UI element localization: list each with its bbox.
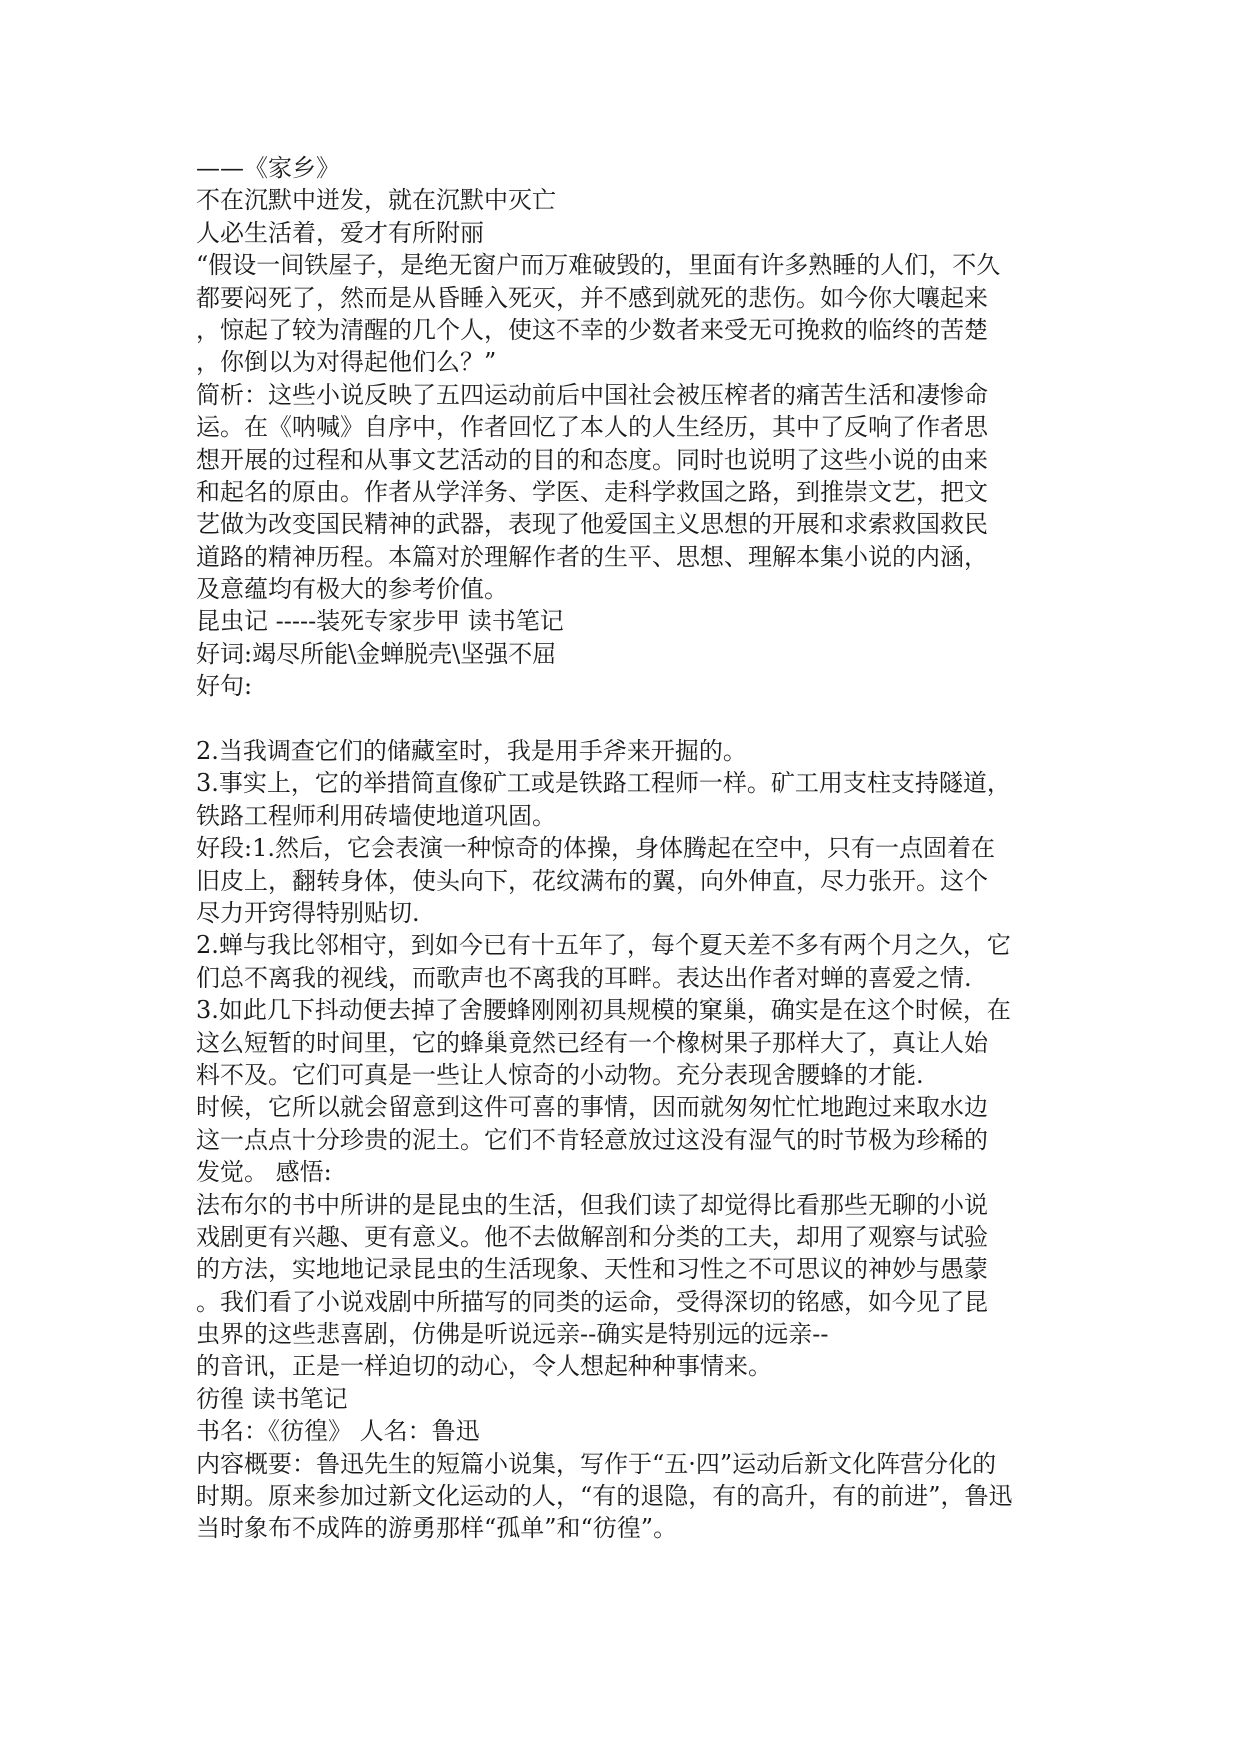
text-line: 法布尔的书中所讲的是昆虫的生活，但我们读了却觉得比看那些无聊的小说	[196, 1190, 988, 1219]
text-line: 。我们看了小说戏剧中所描写的同类的运命，受得深切的铭感，如今见了昆	[196, 1287, 988, 1316]
document-body	[196, 152, 1076, 1545]
text-line: 彷徨 读书笔记	[196, 1384, 348, 1413]
text-line: 时期。原来参加过新文化运动的人，“有的退隐，有的高升，有的前进”，鲁迅	[196, 1482, 1013, 1511]
text-line: 这一点点十分珍贵的泥土。它们不肯轻意放过这没有湿气的时节极为珍稀的	[196, 1125, 988, 1154]
text-line: 想开展的过程和从事文艺活动的目的和态度。同时也说明了这些小说的由来	[196, 445, 988, 474]
text-line: 都要闷死了，然而是从昏睡入死灭，并不感到就死的悲伤。如今你大嚷起来	[196, 283, 988, 312]
text-line: 旧皮上，翻转身体，使头向下，花纹满布的翼，向外伸直，尽力张开。这个	[196, 866, 988, 895]
text-line: “假设一间铁屋子，是绝无窗户而万难破毁的，里面有许多熟睡的人们，不久	[196, 251, 1001, 280]
text-line: ，你倒以为对得起他们么？”	[196, 348, 497, 377]
text-line: 道路的精神历程。本篇对於理解作者的生平、思想、理解本集小说的内涵，	[196, 542, 988, 571]
text-line: 们总不离我的视线，而歌声也不离我的耳畔。表达出作者对蝉的喜爱之情.	[196, 963, 972, 992]
text-line: ，惊起了较为清醒的几个人，使这不幸的少数者来受无可挽救的临终的苦楚	[196, 315, 988, 344]
text-line: 内容概要：鲁迅先生的短篇小说集，写作于“五·四”运动后新文化阵营分化的	[196, 1449, 997, 1478]
text-line: 的音讯，正是一样迫切的动心，令人想起种种事情来。	[196, 1352, 772, 1381]
text-line: 这么短暂的时间里，它的蜂巢竟然已经有一个橡树果子那样大了，真让人始	[196, 1028, 988, 1057]
text-line: 好段:1.然后，它会表演一种惊奇的体操，身体腾起在空中，只有一点固着在	[196, 834, 995, 863]
text-line: 和起名的原由。作者从学洋务、学医、走科学救国之路，到推崇文艺，把文	[196, 477, 988, 506]
text-line: 料不及。它们可真是一些让人惊奇的小动物。充分表现舍腰蜂的才能.	[196, 1060, 924, 1089]
text-line: 运。在《呐喊》自序中，作者回忆了本人的人生经历，其中了反响了作者思	[196, 413, 988, 442]
text-line: 昆虫记 -----装死专家步甲 读书笔记	[196, 607, 564, 636]
text-line: 虫界的这些悲喜剧，仿佛是听说远亲--确实是特别远的远亲--	[196, 1320, 829, 1349]
text-line: ——《家乡》	[196, 154, 340, 182]
blank-line	[196, 703, 1076, 735]
text-line: 2.蝉与我比邻相守，到如今已有十五年了，每个夏天差不多有两个月之久，它	[196, 931, 1011, 960]
text-line: 艺做为改变国民精神的武器，表现了他爱国主义思想的开展和求索救国救民	[196, 510, 988, 539]
text-line: 好句:	[196, 672, 253, 701]
text-line: 发觉。 感悟:	[196, 1158, 332, 1187]
text-line: 不在沉默中迸发，就在沉默中灭亡	[196, 186, 556, 215]
text-line: 的方法，实地地记录昆虫的生活现象、天性和习性之不可思议的神妙与愚蒙	[196, 1255, 988, 1284]
text-line: 3.事实上，它的举措简直像矿工或是铁路工程师一样。矿工用支柱支持隧道，	[196, 769, 1011, 798]
text-line: 及意蕴均有极大的参考价值。	[196, 575, 508, 604]
text-line: 尽力开窍得特别贴切.	[196, 898, 420, 927]
text-line: 好词:竭尽所能\金蝉脱壳\坚强不屈	[196, 639, 557, 668]
text-line: 人必生活着，爱才有所附丽	[196, 218, 484, 247]
text-line: 时候，它所以就会留意到这件可喜的事情，因而就匆匆忙忙地跑过来取水边	[196, 1093, 988, 1122]
text-line: 3.如此几下抖动便去掉了舍腰蜂刚刚初具规模的窠巢，确实是在这个时候，在	[196, 996, 1011, 1025]
text-line: 书名：《彷徨》 人名：鲁迅	[196, 1417, 480, 1446]
text-line: 铁路工程师利用砖墙使地道巩固。	[196, 801, 556, 830]
text-line: 2.当我调查它们的储藏室时，我是用手斧来开掘的。	[196, 737, 747, 766]
text-line: 当时象布不成阵的游勇那样“孤单”和“彷徨”。	[196, 1514, 678, 1543]
text-line: 戏剧更有兴趣、更有意义。他不去做解剖和分类的工夫，却用了观察与试验	[196, 1222, 988, 1251]
text-line: 简析：这些小说反映了五四运动前后中国社会被压榨者的痛苦生活和凄惨命	[196, 380, 988, 409]
